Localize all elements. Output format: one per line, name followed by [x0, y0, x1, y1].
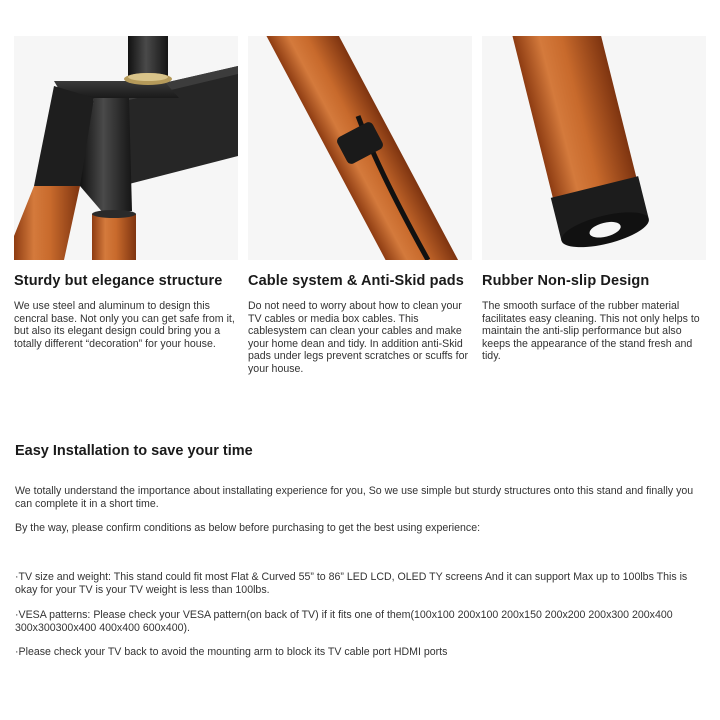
condition-vesa: ·VESA patterns: Please check your VESA pattern(on back of TV) if it fits one of them(100x100 200x100 200x150 200x200 200x300 200x400 300x300300x400 400x400 600x400). [15, 609, 673, 634]
condition-tv-size: ·TV size and weight: This stand could fit most Flat & Curved 55” to 86” LED LCD, OLED TY screens And it can support Max up to 100lbs This is okay for your TV is your TV weight is less than 100lbs. [15, 571, 688, 596]
feature-body-cable-system: Do not need to worry about how to clean your TV cables or media box cables. This cablesystem can clean your cables and make your home dean and tidy. In addition anti-Skid pads under legs prevent scratches or scuffs for your house. [248, 300, 469, 375]
feature-title-rubber-design: Rubber Non-slip Design [482, 273, 650, 289]
center-pole [128, 36, 168, 78]
installation-heading: Easy Installation to save your time [15, 443, 253, 459]
condition-cable-port: ·Please check your TV back to avoid the mounting arm to block its TV cable port HDMI ports [15, 646, 448, 658]
feature-title-structure: Sturdy but elegance structure [14, 273, 223, 289]
feature-body-rubber-design: The smooth surface of the rubber material facilitates easy cleaning. This not only helps to maintain the anti-slip performance but also keeps the appearance of the stand fresh and tidy. [482, 300, 700, 363]
feature-body-structure: We use steel and aluminum to design this cencral base. Not only you can get safe from it, but also its elegant design could bring you a totally different “decoration” for your house. [14, 300, 235, 350]
feature-title-cable-system: Cable system & Anti-Skid pads [248, 273, 464, 289]
installation-confirm: By the way, please confirm conditions as below before purchasing to get the best using experience: [15, 522, 481, 534]
feature-image-rubber-foot [482, 36, 706, 260]
installation-intro: We totally understand the importance about installating experience for you, So we use simple but sturdy structures onto this stand and finally you can complete it in a short time. [15, 485, 694, 510]
feature-image-base-frame [14, 36, 238, 260]
right-wood-leg [92, 214, 136, 260]
feature-image-cable-clip [248, 36, 472, 260]
